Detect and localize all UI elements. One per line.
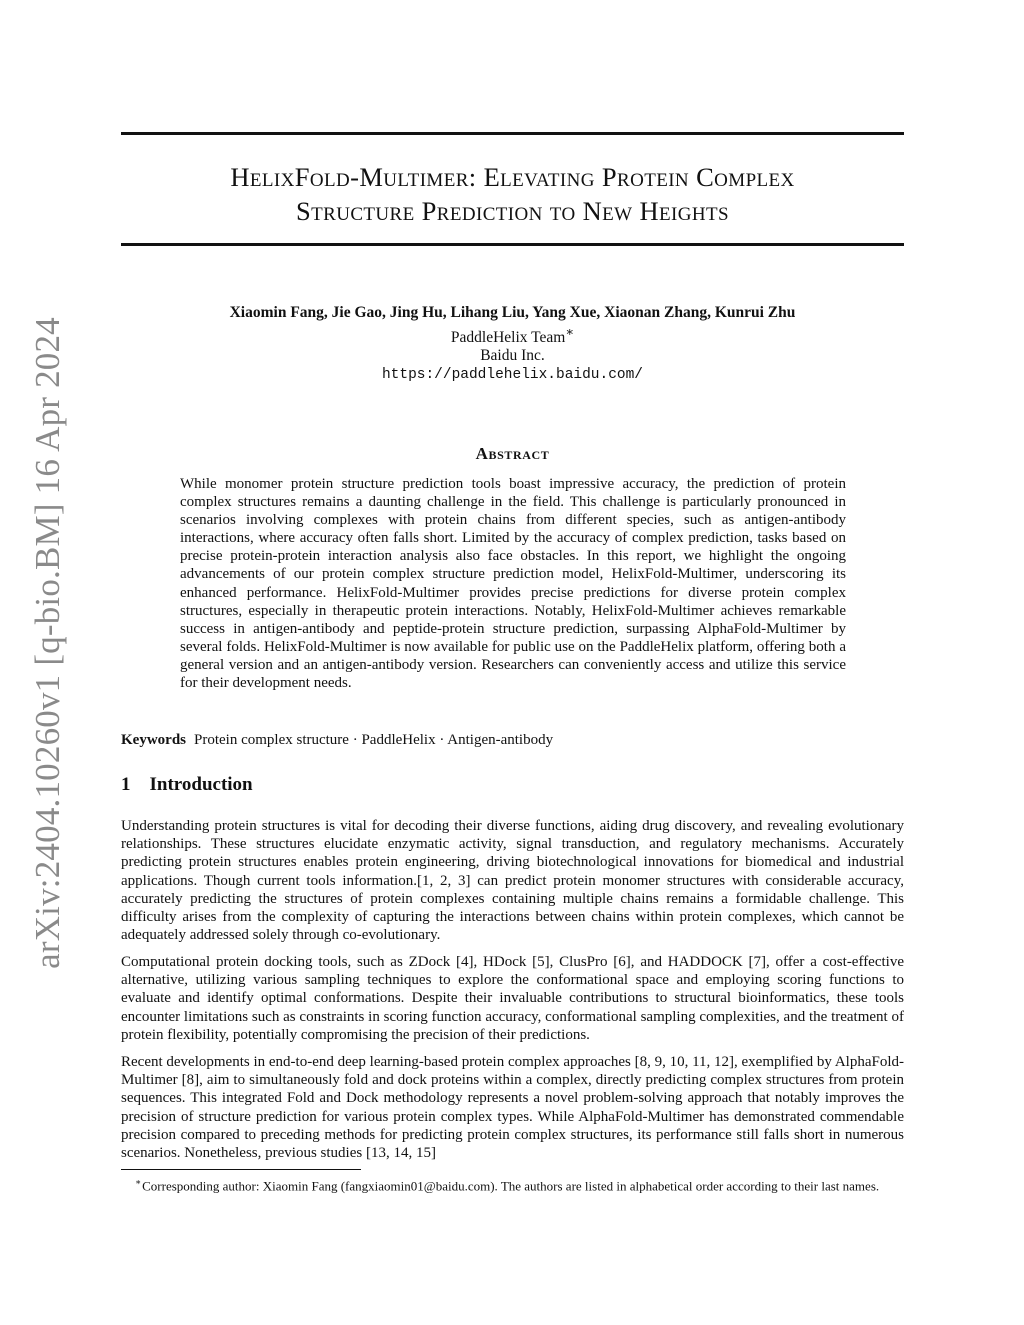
title-bottom-rule [121,243,904,246]
author-names: Xiaomin Fang, Jie Gao, Jing Hu, Lihang Liu, Yang Xue, Xiaonan Zhang, Kunrui Zhu [229,304,796,321]
team-footnote-mark: ∗ [565,323,575,339]
footnote-rule [121,1169,361,1170]
title-line-2: Structure Prediction to New Heights [296,196,729,226]
team-name: PaddleHelix Team [450,328,566,346]
paper-title [121,160,904,228]
abstract-heading: Abstract [475,444,550,463]
section-number: 1 [121,774,131,795]
footnote-text: Corresponding author: Xiaomin Fang (fangxiaomin01@baidu.com). The authors are listed in alphabetical order according to their last names. [142,1178,880,1194]
footnote-mark: ∗ [135,1177,142,1187]
intro-paragraph-2: Computational protein docking tools, such as ZDock [4], HDock [5], ClusPro [6], and HADDOCK [7], offer a cost-effective alternative, utilizing various sampling techniques to explore the conformational space and employing scoring functions to evaluate and identify optimal conformations. Despite their invaluable contributions to structural bioinformatics, these tools encounter limitations such as constraints in scoring function accuracy, conformational sampling complexities, and the treatment of protein flexibility, potentially compromising the precision of their predictions. [121,954,904,1043]
intro-paragraph-3: Recent developments in end-to-end deep learning-based protein complex approaches [8, 9, 10, 11, 12], exemplified by AlphaFold-Multimer [8], aim to simultaneously fold and dock proteins within a complex, directly predicting complex structures from protein sequences. This integrated Fold and Dock methodology represents a novel problem-solving approach that notably improves the precision of structure prediction for various protein complex types. While AlphaFold-Multimer has demonstrated commendable precision compared to preceding methods for predicting protein complex structures, its performance still falls short in numerous scenarios. Nonetheless, previous studies [13, 14, 15] [121,1054,904,1162]
author-block [121,304,904,384]
arxiv-id-text: arXiv:2404.10260v1 [q-bio.BM] 16 Apr 2024 [28,317,67,969]
arxiv-side-identifier [27,317,69,969]
section-title: Introduction [149,774,253,795]
keywords-line [121,731,904,749]
intro-paragraph-1: Understanding protein structures is vital for decoding their diverse functions, aiding drug discovery, and revealing evolutionary relationships. These structures elucidate enzymatic activity, signal transduction, and regulatory mechanisms. Accurately predicting protein structures enables protein engineering, driving biotechnological innovations for biomedical and industrial applications. Though current tools information.[1, 2, 3] can predict protein monomer structures with considerable accuracy, accurately predicting the structures of protein complexes containing multiple chains remains a formidable challenge. This difficulty arises from the complexity of capturing the interactions between chains within protein complexes, which cannot be adequately addressed solely through co-evolutionary. [121,818,904,944]
keywords-label: Keywords [121,732,186,748]
affiliation: Baidu Inc. [480,347,545,365]
title-top-rule [121,132,904,135]
keywords-text: Protein complex structure · PaddleHelix · Antigen-antibody [194,732,554,748]
section-heading [121,774,253,796]
footnote [121,1174,904,1195]
team-line [121,323,904,348]
title-line-1: HelixFold-Multimer: Elevating Protein Complex [230,162,795,192]
abstract-text: While monomer protein structure prediction tools boast impressive accuracy, the prediction of protein complex structures remains a daunting challenge in the field. This challenge is particularly pronounced in scenarios involving complexes with protein chains from different species, such as antigen-antibody interactions, where accuracy often falls short. Limited by the accuracy of complex prediction, tasks based on precise protein-protein interaction analysis also face obstacles. In this report, we highlight the ongoing advancements of our protein complex structure prediction model, HelixFold-Multimer, underscoring its enhanced performance. HelixFold-Multimer provides precise predictions for diverse protein complex structures, especially in therapeutic protein interactions. Notably, HelixFold-Multimer achieves remarkable success in antigen-antibody and peptide-protein structure prediction, surpassing AlphaFold-Multimer by several folds. HelixFold-Multimer is now available for public use on the PaddleHelix platform, offering both a general version and an antigen-antibody version. Researchers can conveniently access and utilize this service for their development needs. [180,476,846,692]
project-url-link[interactable]: https://paddlehelix.baidu.com/ [381,366,644,383]
